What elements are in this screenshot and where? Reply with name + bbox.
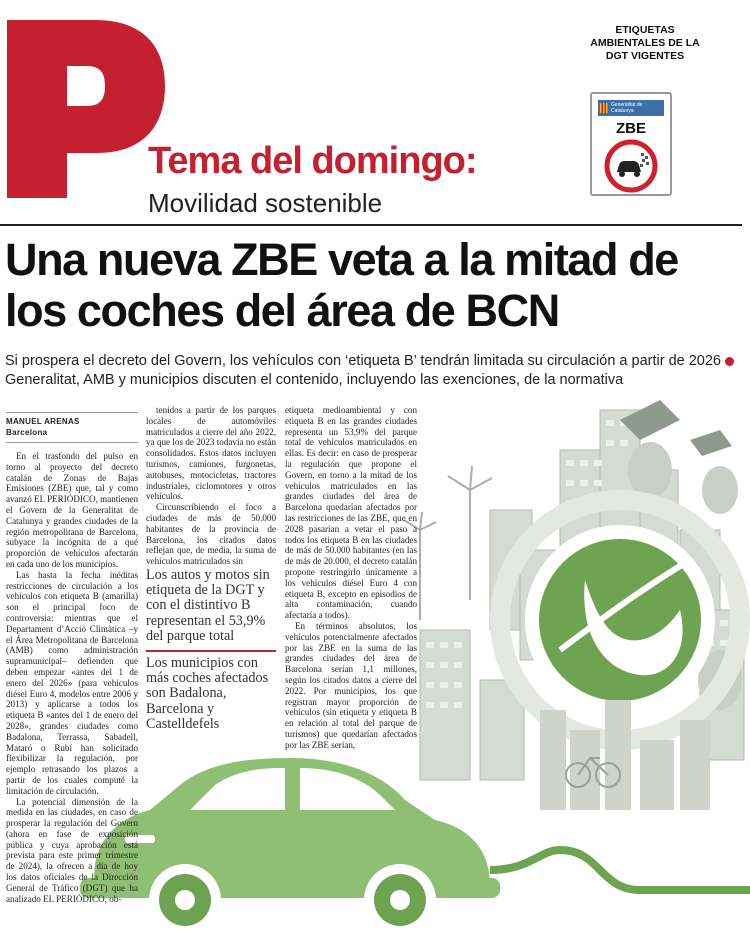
byline-rule (6, 412, 138, 413)
article-lead (5, 352, 743, 390)
section-title: Tema del domingo: (148, 140, 477, 182)
labels-box-title: ETIQUETAS AMBIENTALES DE LA DGT VIGENTES (590, 24, 700, 62)
article-column-2 (146, 405, 276, 567)
catalan-flag-icon (600, 103, 608, 113)
sticker-issuer-bar (598, 100, 664, 116)
article-headline: Una nueva ZBE veta a la mitad de los coches del área de BCN (5, 234, 678, 336)
pull-quote-divider (146, 650, 276, 652)
lead-part-1: Si prospera el decreto del Govern, los vehículos con ‘etiqueta B’ tendrán limitada su circulación a partir de 2026 (5, 353, 722, 369)
article-column-1 (6, 451, 138, 904)
author-name: MANUEL ARENAS (6, 417, 80, 426)
dateline: Barcelona (6, 428, 48, 437)
pull-quote-2: Los municipios con más coches afectados son Badalona, Barcelona y Castelldefels (146, 655, 269, 732)
pull-quote-1: Los autos y motos sin etiqueta de la DGT y con el distintivo B representan el 53,9% del parque total (146, 567, 270, 644)
paragraph: tenidos a partir de los parques locales de automóviles matriculados a cierre del año 2022, ya que los de 2023 todavía no están consolidados. Estos datos incluyen turismos, camiones, furgonetas, autobuses, motocicletas, tractores industriales, ciclomotores y otros vehículos. (146, 405, 276, 502)
paragraph: En términos absolutos, los vehículos potencialmente afectados por las ZBE en la suma de las grandes ciudades del área de Barcelona serían 1,1 millones, según los citados datos a cierre del 2022. Por municipios, los que registran mayor proporción de vehículos (sin etiqueta y etiqueta B en relación al total del parque de turismos) que quedarían afectados por las ZBE serían, (285, 620, 417, 750)
zbe-sticker (590, 92, 672, 196)
byline-rule-bottom (6, 442, 138, 443)
paragraph: Las hasta la fecha inéditas restricciones de circulación a los vehículos con etiqueta B (amarilla) son el principal foco de controversia: mientras que el Departament d’Acció Climàtica –y el Área Metropolitana de Barcelona (AMB) como administración supramunicipal– defienden que deben empezar «antes del 1 de enero del 2026» (para vehículos diésel Euro 4, modelos entre 2006 y 2013) y aplicarse a todos los etiqueta B «antes del 1 de enero del 2028», grandes ciudades como Badalona, Terrassa, Sabadell, Mataró o Rubí han solicitado flexibilizar la regulación, por ejemplo retrasando los plazos a partir de los cuales computé la limitación de circulación. (6, 569, 138, 796)
paragraph: En el trasfondo del pulso en torno al proyecto del decreto catalán de Zonas de Bajas Emisiones (ZBE) que, tal y como avanzó EL PERIÓDICO, mantienen el Govern de la Generalitat de Catalunya y grandes ciudades de la región metropolitana de Barcelona, subyace la incógnita de a qué proporción de vehículos afectarán en cada uno de los municipios. (6, 451, 138, 569)
sticker-issuer: Generalitat de Catalunya (611, 102, 643, 114)
no-car-sign-icon (604, 139, 658, 193)
lead-part-2: Generalitat, AMB y municipios discuten el contenido, incluyendo las exenciones, de la normativa (5, 372, 624, 388)
paragraph: Circunscribiendo el foco a ciudades de más de 50.000 habitantes de la provincia de Barcelona, los citados datos reflejan que, de media, la suma de vehículos matriculados sin (146, 502, 276, 567)
section-p-logo (5, 8, 170, 198)
sticker-title: ZBE (616, 120, 646, 137)
section-subtitle: Movilidad sostenible (148, 188, 383, 218)
byline (6, 416, 80, 438)
lead-bullet-icon (725, 357, 734, 366)
paragraph: etiqueta medioambiental y con etiqueta B en las grandes ciudades representa un 53,9% del parque total de vehículos matriculados en ellas. Es decir: en caso de prosperar la regulación que propone el Govern, en torno a la mitad de los vehículos matriculados en las grandes ciudades del área de Barcelona quedarían afectados por las restricciones de las ZBE, que en 2028 pasarían a vetar el paso a todos los etiqueta B en las ciudades de más de 50.000 habitantes (en las de más de 20.000, el decreto catalán propone restringirlo únicamente a los vehículos diésel Euro 4 con etiqueta B, excepto en episodios de alta contaminación, cuando afectaría a todos). (285, 405, 417, 621)
header-rule (0, 224, 742, 226)
paragraph: La potencial dimensión de la medida en las ciudades, en caso de prosperar la regulación del Govern (ahora en fase de exposición pública y cuya aprobación está prevista para este primer trimestre de 2024), la ofrecen a día de hoy los datos oficiales de la Dirección General de Tráfico (DGT) que ha analizado EL PERIÓDICO, ob- (6, 796, 138, 904)
article-column-3 (285, 405, 417, 751)
